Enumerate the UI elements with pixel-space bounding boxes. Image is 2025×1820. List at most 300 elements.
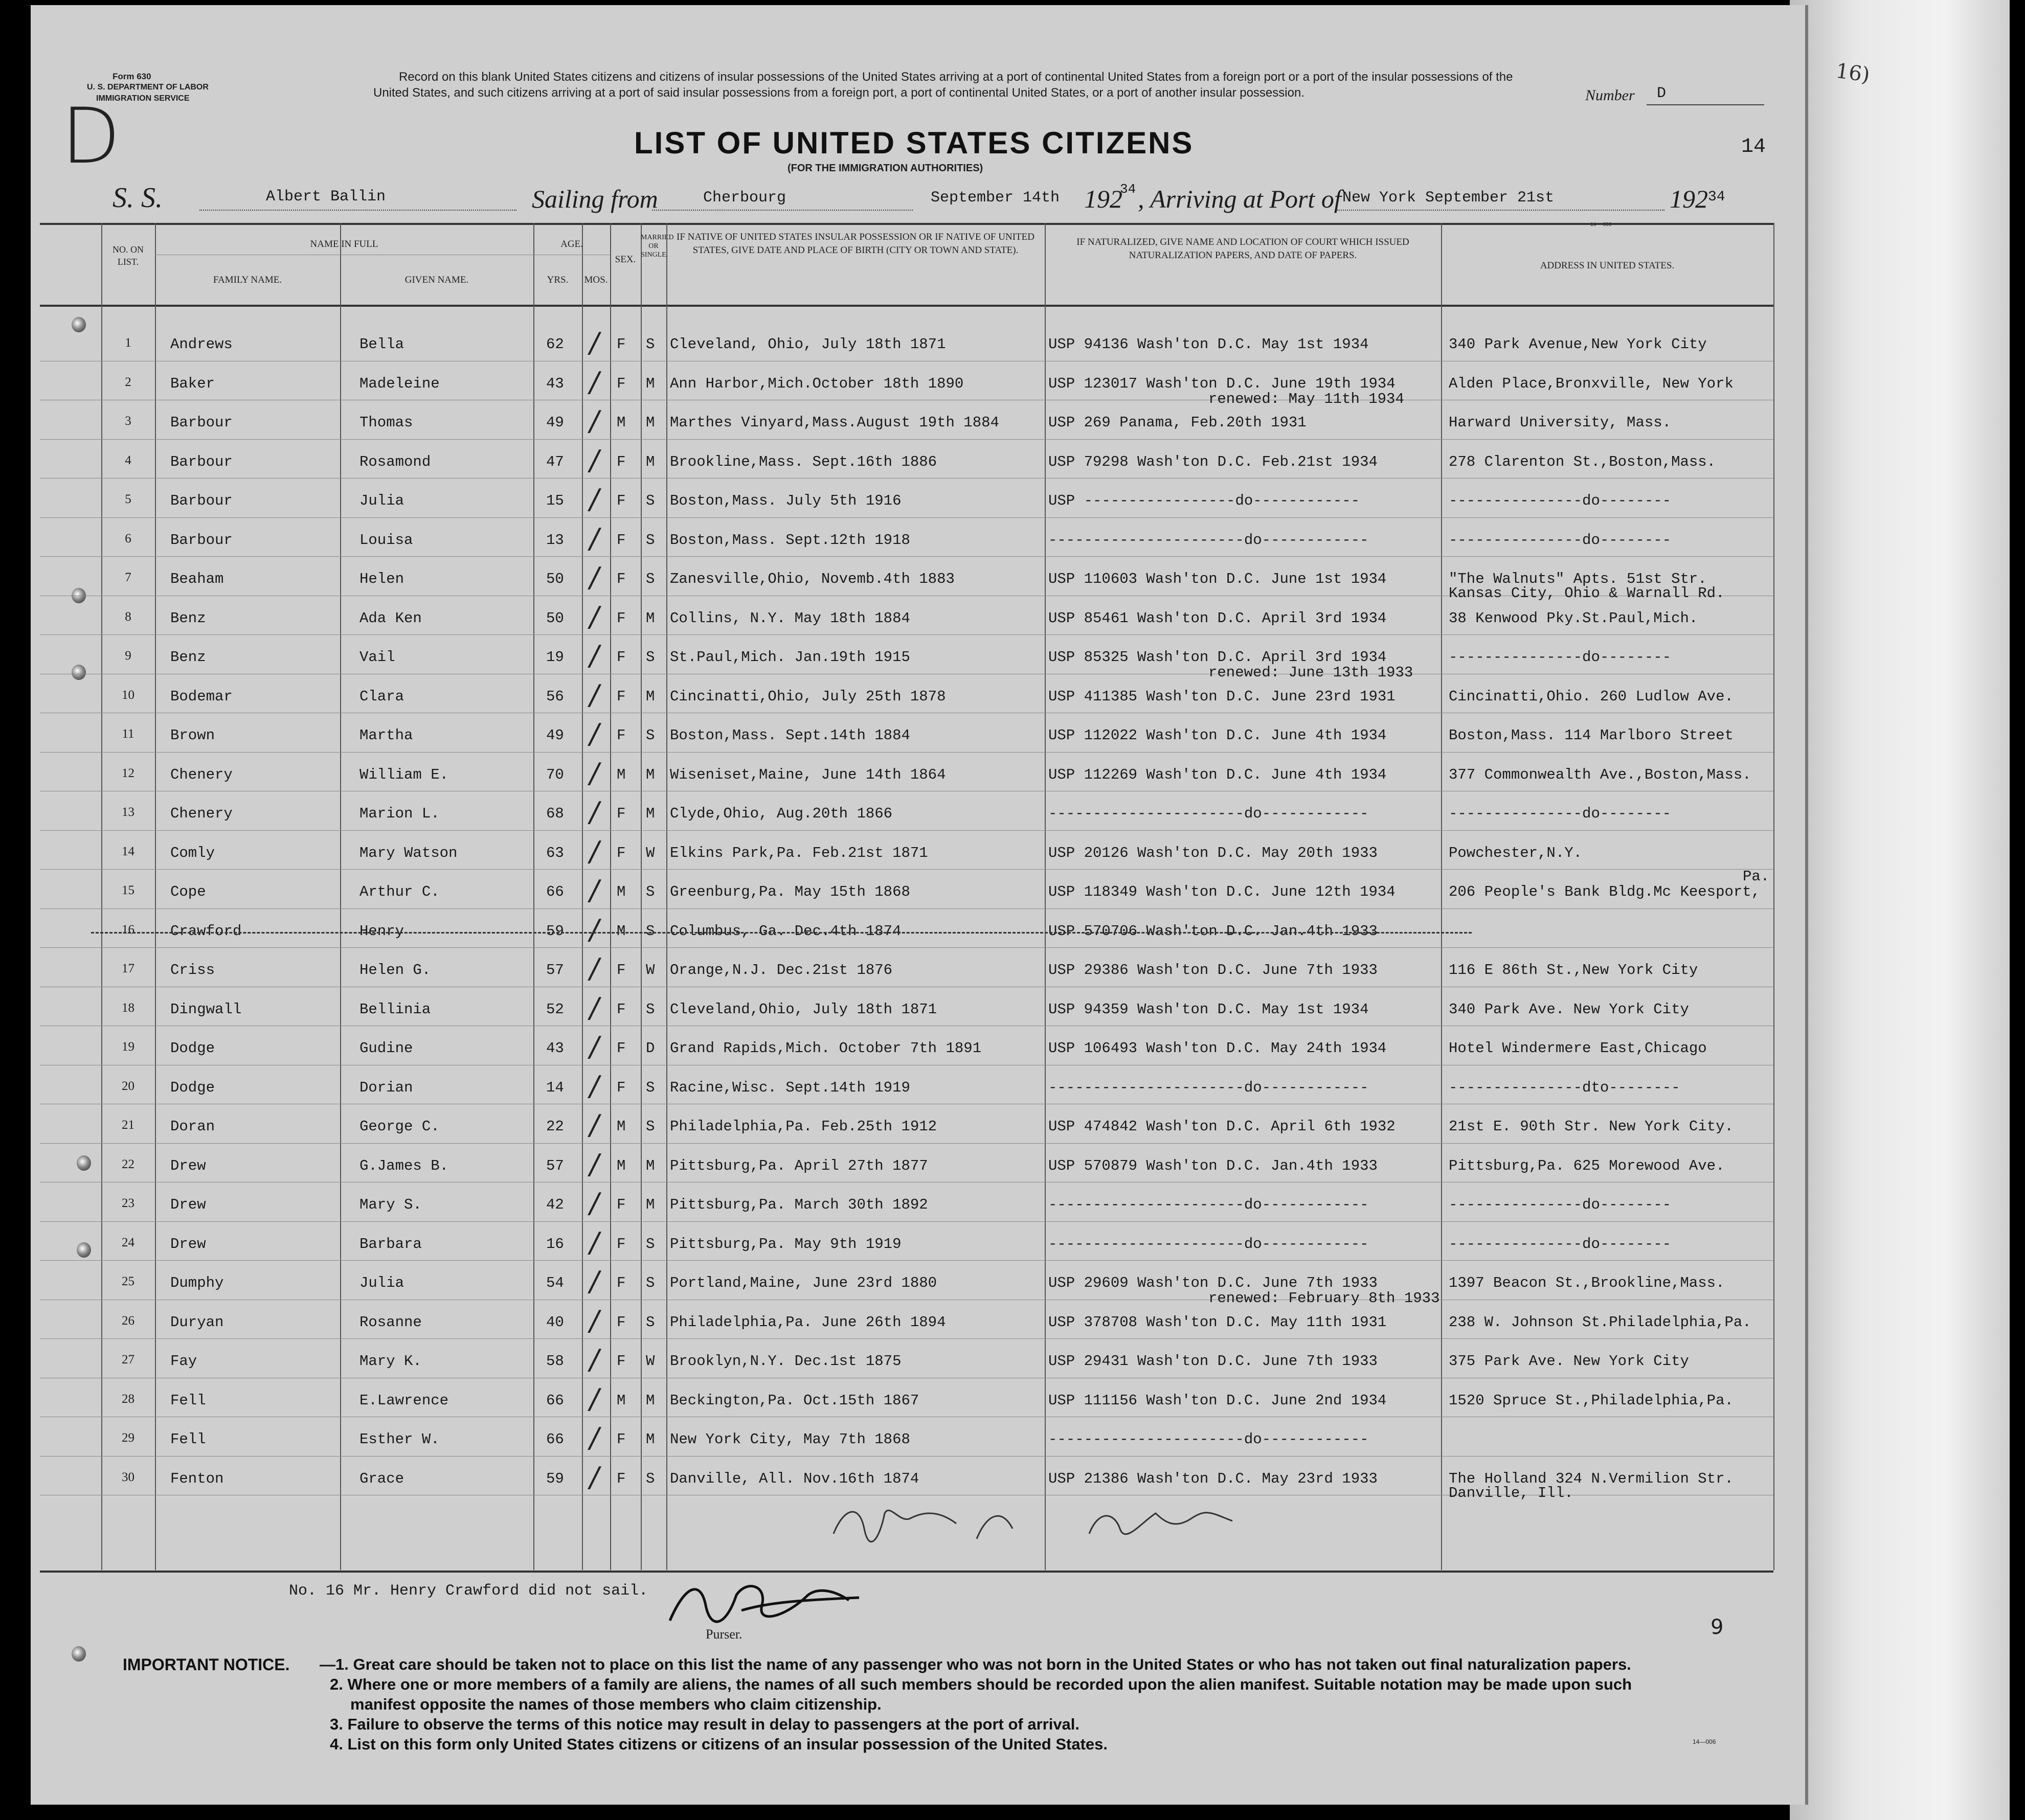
col-sex: SEX. <box>615 254 636 265</box>
row-number: 7 <box>125 571 131 584</box>
marital-status: D <box>646 1040 655 1057</box>
family-name: Duryan <box>170 1313 224 1331</box>
age-years: 58 <box>546 1353 564 1370</box>
birth-place-date: Ann Harbor,Mich.October 18th 1890 <box>670 375 964 392</box>
naturalization-info: ----------------------do------------ <box>1048 1235 1369 1253</box>
number-value: D <box>1657 85 1667 102</box>
marital-status: S <box>646 571 655 587</box>
marital-status: W <box>646 844 655 861</box>
family-name: Benz <box>170 649 206 666</box>
row-number: 14 <box>122 844 134 858</box>
check-mark: / <box>590 1382 599 1415</box>
address: "The Walnuts" Apts. 51st Str. <box>1449 571 1707 587</box>
marital-status: S <box>646 1313 655 1331</box>
sex: F <box>617 1079 626 1096</box>
family-name: Fay <box>170 1353 197 1370</box>
sex: F <box>617 1275 626 1291</box>
marital-status: S <box>646 1000 655 1018</box>
naturalization-info: USP 111156 Wash'ton D.C. June 2nd 1934 <box>1048 1392 1387 1409</box>
table-row <box>40 753 1773 792</box>
given-name: Barbara <box>359 1235 422 1253</box>
birth-place-date: Philadelphia,Pa. Feb.25th 1912 <box>670 1118 937 1135</box>
age-years: 43 <box>546 375 564 392</box>
underlying-pages <box>1790 0 2010 1820</box>
port-to-underline <box>1337 210 1664 211</box>
given-name: E.Lawrence <box>359 1392 449 1409</box>
given-name: Madeleine <box>359 375 440 392</box>
table-row <box>40 1066 1773 1105</box>
age-years: 22 <box>546 1118 564 1135</box>
table-row <box>40 401 1773 440</box>
address: Hotel Windermere East,Chicago <box>1449 1040 1707 1057</box>
family-name: Barbour <box>170 453 233 470</box>
naturalization-info: USP 85325 Wash'ton D.C. April 3rd 1934 <box>1048 649 1387 666</box>
check-mark: / <box>590 1304 599 1337</box>
row-number: 9 <box>125 649 131 663</box>
row-rule <box>40 556 1773 557</box>
age-years: 49 <box>546 727 564 744</box>
naturalization-info: USP 106493 Wash'ton D.C. May 24th 1934 <box>1048 1040 1387 1057</box>
family-name: Criss <box>170 962 215 979</box>
marital-status: S <box>646 1118 655 1135</box>
port-from: Cherbourg <box>703 189 786 207</box>
check-mark: / <box>590 1344 599 1376</box>
address: ---------------do-------- <box>1449 531 1672 549</box>
row-number: 5 <box>125 492 131 506</box>
given-name: Julia <box>359 1275 404 1291</box>
marital-status: M <box>646 805 655 822</box>
notice-item-2-cont: manifest opposite the names of those members who claim citizenship. <box>350 1695 882 1713</box>
table-row <box>40 1261 1773 1307</box>
given-name: Marion L. <box>359 805 440 822</box>
row-number: 8 <box>125 609 131 624</box>
birth-place-date: Racine,Wisc. Sept.14th 1919 <box>670 1079 910 1096</box>
address: ---------------dto-------- <box>1449 1079 1680 1096</box>
page-corner-mark: 16) <box>1834 59 1872 87</box>
age-years: 50 <box>546 609 564 627</box>
table-row <box>40 988 1773 1027</box>
address: 375 Park Ave. New York City <box>1449 1353 1689 1370</box>
row-rule <box>40 752 1773 753</box>
table-row <box>40 518 1773 557</box>
age-years: 43 <box>546 1040 564 1057</box>
naturalization-info: ----------------------do------------ <box>1048 1079 1369 1096</box>
table-row <box>40 675 1773 714</box>
marital-status: M <box>646 453 655 470</box>
marital-status: M <box>646 1392 655 1409</box>
marital-status: S <box>646 336 655 353</box>
check-mark: / <box>590 1070 599 1102</box>
check-mark: / <box>590 483 599 515</box>
given-name: Clara <box>359 688 404 705</box>
address: Alden Place,Bronxville, New York <box>1449 375 1734 392</box>
page-subtitle: (FOR THE IMMIGRATION AUTHORITIES) <box>788 163 983 174</box>
given-name: Louisa <box>359 531 413 549</box>
family-name: Drew <box>170 1157 206 1174</box>
number-label: Number <box>1585 87 1635 104</box>
marital-status: M <box>646 1431 655 1448</box>
form-department: U. S. DEPARTMENT OF LABOR <box>87 83 209 92</box>
age-years: 14 <box>546 1079 564 1096</box>
table-top-rule <box>40 223 1773 225</box>
address: 340 Park Avenue,New York City <box>1449 336 1707 353</box>
table-row <box>40 909 1773 948</box>
sex: M <box>617 766 626 783</box>
check-mark: / <box>590 1148 599 1180</box>
marital-status: S <box>646 727 655 744</box>
birth-place-date: Columbus, Ga. Dec.4th 1874 <box>670 922 902 940</box>
sex: F <box>617 1196 626 1213</box>
check-mark: / <box>590 678 599 711</box>
given-name: Arthur C. <box>359 883 440 900</box>
family-name: Beaham <box>170 571 224 587</box>
marital-status: M <box>646 766 655 783</box>
row-number: 19 <box>122 1040 134 1054</box>
family-name: Drew <box>170 1196 206 1213</box>
table-row <box>40 792 1773 831</box>
table-row <box>40 1144 1773 1183</box>
birth-place-date: Cleveland, Ohio, July 18th 1871 <box>670 336 946 353</box>
purser-label: Purser. <box>706 1627 742 1642</box>
family-name: Baker <box>170 375 215 392</box>
age-years: 19 <box>546 649 564 666</box>
ss-label: S. S. <box>112 182 163 214</box>
age-years: 40 <box>546 1313 564 1331</box>
given-name: Helen G. <box>359 962 431 979</box>
notice-item-3: 3. Failure to observe the terms of this notice may result in delay to passengers at the port of arrival. <box>330 1715 1080 1733</box>
check-mark: / <box>590 366 599 398</box>
given-name: George C. <box>359 1118 440 1135</box>
address: Cincinatti,Ohio. 260 Ludlow Ave. <box>1449 688 1734 705</box>
marital-status: S <box>646 1275 655 1291</box>
check-mark: / <box>590 874 599 906</box>
age-years: 66 <box>546 883 564 900</box>
check-mark: / <box>590 718 599 750</box>
given-name: Esther W. <box>359 1431 440 1448</box>
check-mark: / <box>590 640 599 672</box>
check-mark: / <box>590 952 599 985</box>
family-name: Barbour <box>170 492 233 509</box>
address: ---------------do-------- <box>1449 649 1672 666</box>
row-number: 6 <box>125 531 131 545</box>
address: Harward University, Mass. <box>1449 414 1672 431</box>
sex: F <box>617 336 626 353</box>
birth-place-date: Brooklyn,N.Y. Dec.1st 1875 <box>670 1353 902 1370</box>
birth-place-date: Wiseniset,Maine, June 14th 1864 <box>670 766 946 783</box>
col-given-name: GIVEN NAME. <box>404 275 469 285</box>
sex: F <box>617 531 626 549</box>
sex: F <box>617 571 626 587</box>
marital-status: M <box>646 375 655 392</box>
family-name: Chenery <box>170 805 233 822</box>
check-mark: / <box>590 1031 599 1063</box>
row-number: 15 <box>122 883 134 897</box>
row-number: 27 <box>122 1353 134 1367</box>
col-age: AGE. <box>560 239 583 249</box>
given-name: Vail <box>359 649 395 666</box>
address: 1397 Beacon St.,Brookline,Mass. <box>1449 1275 1725 1291</box>
check-mark: / <box>590 1265 599 1298</box>
birth-place-date: Danville, All. Nov.16th 1874 <box>670 1470 919 1487</box>
row-number: 30 <box>122 1470 134 1484</box>
row-number: 11 <box>122 727 134 741</box>
birth-place-date: Clyde,Ohio, Aug.20th 1866 <box>670 805 893 822</box>
given-name: Bellinia <box>359 1000 431 1018</box>
row-number: 3 <box>125 414 131 428</box>
row-number: 16 <box>122 922 134 937</box>
check-mark: / <box>590 913 599 946</box>
age-years: 16 <box>546 1235 564 1253</box>
age-years: 56 <box>546 688 564 705</box>
naturalization-info: USP 94136 Wash'ton D.C. May 1st 1934 <box>1048 336 1369 353</box>
naturalization-info: ----------------------do------------ <box>1048 531 1369 549</box>
ship-underline <box>199 210 516 211</box>
col-name-in-full: NAME IN FULL <box>310 239 378 249</box>
check-mark: / <box>590 1422 599 1454</box>
table-row <box>40 1418 1773 1457</box>
table-row <box>40 597 1773 635</box>
table-bottom-rule <box>40 1571 1773 1573</box>
check-mark: / <box>590 1226 599 1259</box>
number-underline <box>1647 104 1764 105</box>
table-row <box>40 479 1773 518</box>
marital-status: S <box>646 1079 655 1096</box>
table-row <box>40 362 1773 407</box>
row-number: 29 <box>122 1431 134 1445</box>
family-name: Cope <box>170 883 206 900</box>
check-mark: / <box>590 757 599 789</box>
age-years: 68 <box>546 805 564 822</box>
address: 38 Kenwood Pky.St.Paul,Mich. <box>1449 609 1698 627</box>
row-number: 1 <box>125 336 131 350</box>
given-name: William E. <box>359 766 449 783</box>
birth-place-date: Collins, N.Y. May 18th 1884 <box>670 609 910 627</box>
birth-place-date: Cleveland,Ohio, July 18th 1871 <box>670 1000 937 1018</box>
strike-through-line <box>91 932 1472 934</box>
marital-status: W <box>646 962 655 979</box>
table-row <box>40 635 1773 681</box>
check-mark: / <box>590 327 599 359</box>
birth-place-date: Beckington,Pa. Oct.15th 1867 <box>670 1392 919 1409</box>
naturalization-info: USP 378708 Wash'ton D.C. May 11th 1931 <box>1048 1313 1387 1331</box>
footer-code: 14—006 <box>1693 1738 1716 1745</box>
row-number: 13 <box>122 805 134 819</box>
given-name: Martha <box>359 727 413 744</box>
age-years: 50 <box>546 571 564 587</box>
table-row <box>40 1301 1773 1339</box>
family-name: Brown <box>170 727 215 744</box>
age-years: 59 <box>546 1470 564 1487</box>
check-mark: / <box>590 1187 599 1219</box>
row-rule <box>40 478 1773 479</box>
family-name: Comly <box>170 844 215 861</box>
sex: F <box>617 1235 626 1253</box>
remark: No. 16 Mr. Henry Crawford did not sail. <box>289 1582 648 1600</box>
table-row <box>40 831 1773 870</box>
port-from-underline <box>652 210 913 211</box>
family-name: Barbour <box>170 531 233 549</box>
age-years: 15 <box>546 492 564 509</box>
naturalization-info: USP 79298 Wash'ton D.C. Feb.21st 1934 <box>1048 453 1378 470</box>
page-title: LIST OF UNITED STATES CITIZENS <box>634 126 1194 160</box>
age-years: 49 <box>546 414 564 431</box>
row-number: 12 <box>122 766 134 780</box>
sex: F <box>617 844 626 861</box>
sex: F <box>617 609 626 627</box>
naturalization-info: USP 118349 Wash'ton D.C. June 12th 1934 <box>1048 883 1396 900</box>
naturalization-info: USP 29609 Wash'ton D.C. June 7th 1933 <box>1048 1275 1378 1291</box>
given-name: Grace <box>359 1470 404 1487</box>
marital-status: W <box>646 1353 655 1370</box>
table-row <box>40 440 1773 479</box>
birth-place-date: Philadelphia,Pa. June 26th 1894 <box>670 1313 946 1331</box>
sex: F <box>617 688 626 705</box>
marital-status: M <box>646 688 655 705</box>
birth-place-date: Pittsburg,Pa. April 27th 1877 <box>670 1157 928 1174</box>
birth-place-date: Cincinatti,Ohio, July 25th 1878 <box>670 688 946 705</box>
sex: M <box>617 1118 626 1135</box>
naturalization-info: USP 269 Panama, Feb.20th 1931 <box>1048 414 1307 431</box>
address-line-2: Danville, Ill. <box>1449 1484 1573 1502</box>
row-rule <box>40 1221 1773 1222</box>
given-name: Mary K. <box>359 1353 422 1370</box>
row-rule <box>40 1338 1773 1339</box>
sex: F <box>617 962 626 979</box>
check-mark: / <box>590 796 599 828</box>
age-years: 47 <box>546 453 564 470</box>
print-code: 14-—006 <box>1590 222 1612 228</box>
row-number: 17 <box>122 962 134 975</box>
corner-mark: D <box>61 92 121 181</box>
table-row <box>40 1105 1773 1144</box>
sex: F <box>617 453 626 470</box>
marital-status: S <box>646 649 655 666</box>
marital-status: S <box>646 1470 655 1487</box>
check-mark: / <box>590 600 599 633</box>
notice-item-1: —1. Great care should be taken not to place on this list the name of any passenger who was not born in the United States or who has not taken out final naturalization papers. <box>320 1655 1631 1673</box>
birth-place-date: Greenburg,Pa. May 15th 1868 <box>670 883 910 900</box>
address: 340 Park Ave. New York City <box>1449 1000 1689 1018</box>
family-name: Andrews <box>170 336 233 353</box>
header-bottom-rule <box>40 305 1773 307</box>
col-married-single: MARRIED OR SINGLE. <box>641 234 674 259</box>
given-name: G.James B. <box>359 1157 449 1174</box>
birth-place-date: Marthes Vinyard,Mass.August 19th 1884 <box>670 414 999 431</box>
birth-place-date: Elkins Park,Pa. Feb.21st 1871 <box>670 844 928 861</box>
age-years: 66 <box>546 1392 564 1409</box>
passenger-table <box>40 223 1773 1570</box>
table-row <box>40 1379 1773 1418</box>
address-line-2: Kansas City, Ohio & Warnall Rd. <box>1449 585 1725 602</box>
age-years: 59 <box>546 922 564 940</box>
family-name: Barbour <box>170 414 233 431</box>
check-mark: / <box>590 522 599 555</box>
family-name: Dodge <box>170 1079 215 1096</box>
table-row <box>40 1457 1773 1502</box>
row-number: 18 <box>122 1000 134 1015</box>
inspector-signatures <box>823 1493 1243 1554</box>
row-number: 28 <box>122 1392 134 1406</box>
col-mos: MOS. <box>584 275 608 285</box>
date-from: September 14th <box>931 189 1060 207</box>
row-number: 21 <box>122 1118 134 1132</box>
birth-place-date: Boston,Mass. Sept.12th 1918 <box>670 531 910 549</box>
age-years: 52 <box>546 1000 564 1018</box>
row-rule <box>40 1456 1773 1457</box>
family-name: Crawford <box>170 922 242 940</box>
address: 206 People's Bank Bldg.Mc Keesport, <box>1449 883 1761 900</box>
age-years: 66 <box>546 1431 564 1448</box>
sex: F <box>617 805 626 822</box>
naturalization-info: USP 112022 Wash'ton D.C. June 4th 1934 <box>1048 727 1387 744</box>
marital-status: S <box>646 883 655 900</box>
birth-place-date: Portland,Maine, June 23rd 1880 <box>670 1275 937 1291</box>
arriving-label: , Arriving at Port of <box>1138 185 1341 213</box>
row-rule <box>40 869 1773 870</box>
address: Boston,Mass. 114 Marlboro Street <box>1449 727 1734 744</box>
age-years: 62 <box>546 336 564 353</box>
age-years: 42 <box>546 1196 564 1213</box>
given-name: Rosamond <box>359 453 431 470</box>
row-number: 20 <box>122 1079 134 1093</box>
age-years: 54 <box>546 1275 564 1291</box>
birth-place-date: Pittsburg,Pa. March 30th 1892 <box>670 1196 928 1213</box>
sex: M <box>617 1392 626 1409</box>
binder-hole <box>72 1646 86 1662</box>
marital-status: S <box>646 492 655 509</box>
naturalization-info: USP 110603 Wash'ton D.C. June 1st 1934 <box>1048 571 1387 587</box>
family-name: Drew <box>170 1235 206 1253</box>
sex: F <box>617 1470 626 1487</box>
address: ---------------do-------- <box>1449 805 1672 822</box>
naturalization-info: USP 112269 Wash'ton D.C. June 4th 1934 <box>1048 766 1387 783</box>
naturalization-info: ----------------------do------------ <box>1048 1431 1369 1448</box>
age-years: 63 <box>546 844 564 861</box>
col-family-name: FAMILY NAME. <box>213 275 282 285</box>
given-name: Bella <box>359 336 404 353</box>
col-naturalized: IF NATURALIZED, GIVE NAME AND LOCATION OF COURT WHICH ISSUED NATURALIZATION PAPERS, AND DATE OF PAPERS. <box>1076 237 1409 261</box>
given-name: Helen <box>359 571 404 587</box>
col-no-on-list: NO. ON LIST. <box>112 244 144 267</box>
check-mark: / <box>590 561 599 594</box>
family-name: Fell <box>170 1431 206 1448</box>
form-number: Form 630 <box>112 72 151 81</box>
family-name: Dingwall <box>170 1000 242 1018</box>
birth-place-date: Zanesville,Ohio, Novemb.4th 1883 <box>670 571 955 587</box>
address: 1520 Spruce St.,Philadelphia,Pa. <box>1449 1392 1734 1409</box>
birth-place-date: Pittsburg,Pa. May 9th 1919 <box>670 1235 902 1253</box>
sex: F <box>617 649 626 666</box>
row-number: 4 <box>125 453 131 467</box>
sex: F <box>617 492 626 509</box>
table-row <box>40 323 1773 361</box>
address: The Holland 324 N.Vermilion Str. <box>1449 1470 1734 1487</box>
address: ---------------do-------- <box>1449 1196 1672 1213</box>
given-name: Gudine <box>359 1040 413 1057</box>
row-number: 26 <box>122 1313 134 1328</box>
row-rule <box>40 517 1773 518</box>
check-mark: / <box>590 991 599 1024</box>
given-name: Thomas <box>359 414 413 431</box>
naturalization-info: USP 21386 Wash'ton D.C. May 23rd 1933 <box>1048 1470 1378 1487</box>
row-rule <box>40 947 1773 948</box>
table-row <box>40 1183 1773 1222</box>
naturalization-info: USP 85461 Wash'ton D.C. April 3rd 1934 <box>1048 609 1387 627</box>
sex: F <box>617 1040 626 1057</box>
col-yrs: YRS. <box>547 275 569 285</box>
birth-place-date: Brookline,Mass. Sept.16th 1886 <box>670 453 937 470</box>
marital-status: S <box>646 922 655 940</box>
